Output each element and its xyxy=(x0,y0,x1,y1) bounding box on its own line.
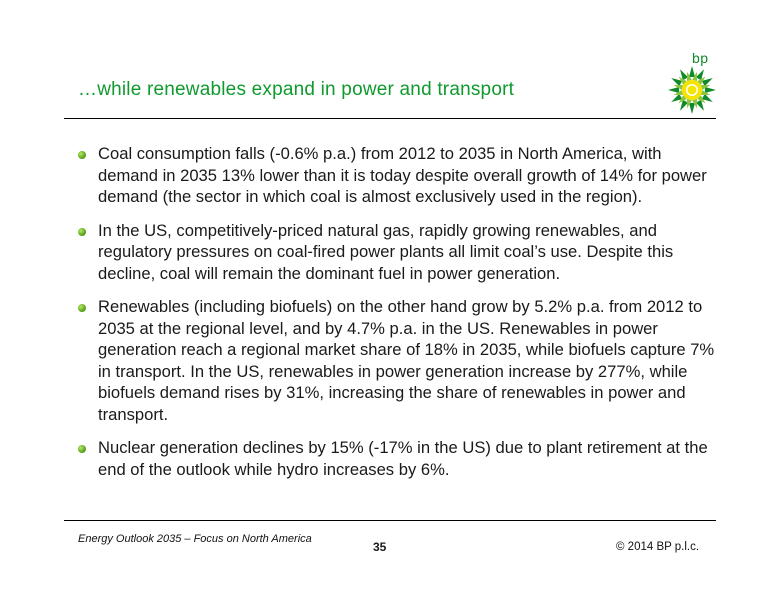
bullet-item-coal xyxy=(78,143,718,208)
bullet-item-nuclear xyxy=(78,437,718,480)
footer-source: Energy Outlook 2035 – Focus on North America xyxy=(78,533,312,545)
bullet-dot-icon xyxy=(78,228,86,236)
slide-title: …while renewables expand in power and transport xyxy=(78,79,515,100)
page-number: 35 xyxy=(373,540,387,554)
bp-helios-logo-icon xyxy=(668,66,716,114)
bullet-dot-icon xyxy=(78,445,86,453)
bullet-item-renewables xyxy=(78,296,718,425)
bullet-dot-icon xyxy=(78,151,86,159)
bullet-text: Renewables (including biofuels) on the other hand grow by 5.2% p.a. from 2012 to 2035 at the regional level, and by 4.7% p.a. in the US. Renewables in power generation reach a regional market share of 18% in 2035, while biofuels capture 7% in transport. In the US, renewables in power generation increase by 277%, while biofuels demand rises by 31%, increasing the share of renewables in power and transport. xyxy=(98,297,715,424)
bullet-text: Nuclear generation declines by 15% (-17% in the US) due to plant retirement at the end of the outlook while hydro increases by 6%. xyxy=(98,438,708,479)
bullet-dot-icon xyxy=(78,304,86,312)
bullet-text: In the US, competitively-priced natural gas, rapidly growing renewables, and regulatory pressures on coal-fired power plants all limit coal’s use. Despite this decline, coal will remain the dominant fuel in power generation. xyxy=(98,220,674,283)
bullet-text: Coal consumption falls (-0.6% p.a.) from 2012 to 2035 in North America, with demand in 2035 13% lower than it is today despite overall growth of 14% for power demand (the sector in which coal is almost exclusively used in the region). xyxy=(98,144,707,206)
footer-divider xyxy=(64,520,716,521)
bullet-item-us-gas xyxy=(78,220,718,285)
header-divider xyxy=(64,118,716,119)
bp-logo-text: bp xyxy=(692,50,709,66)
bullet-list xyxy=(78,143,718,492)
copyright: © 2014 BP p.l.c. xyxy=(616,541,700,553)
